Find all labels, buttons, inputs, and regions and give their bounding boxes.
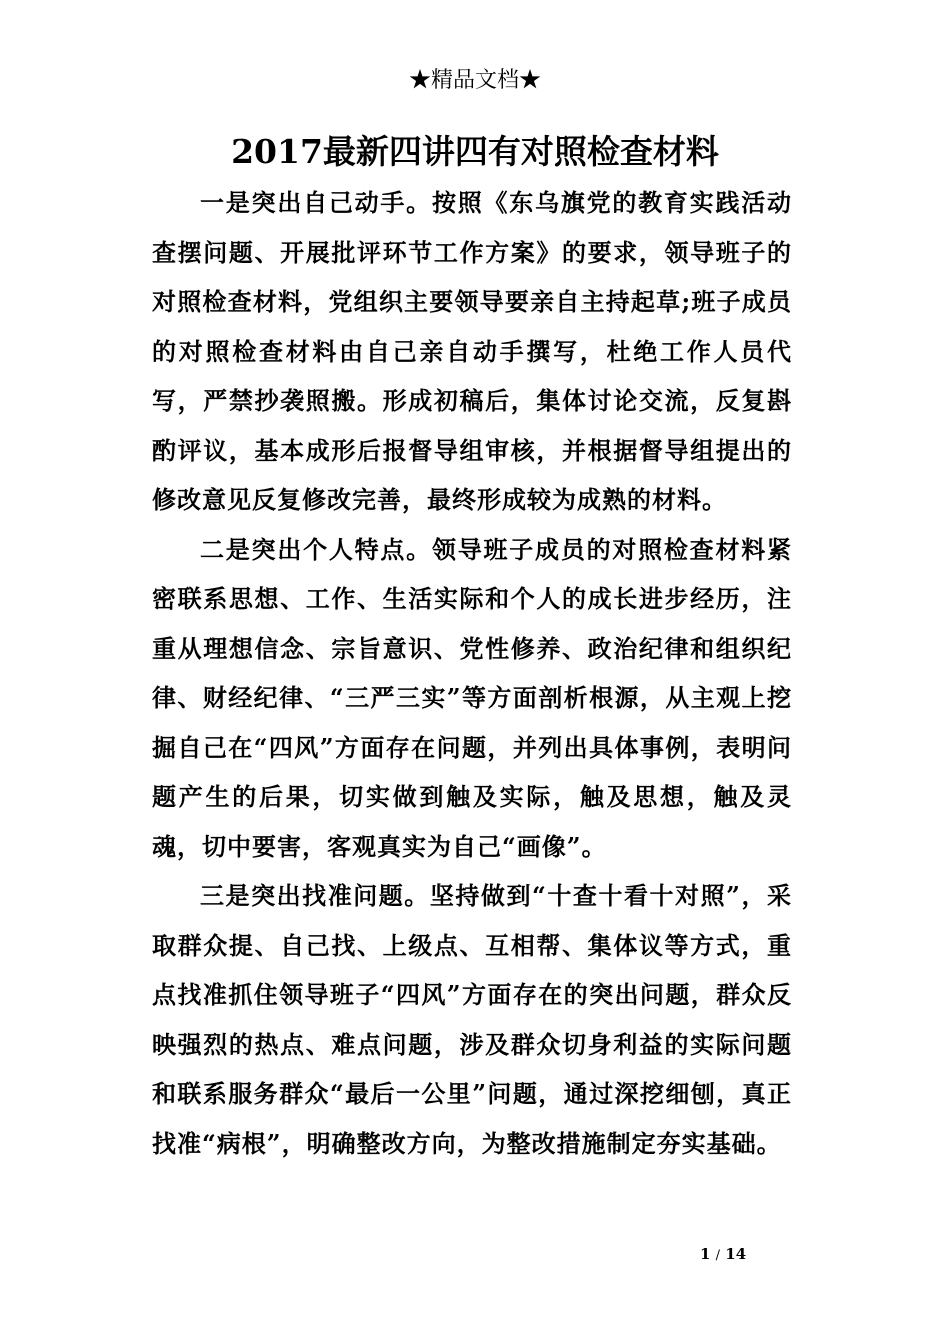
- page-total: 14: [725, 1245, 747, 1263]
- page-separator: /: [715, 1248, 721, 1263]
- page-number: [700, 1244, 820, 1266]
- page-current: 1: [700, 1245, 711, 1263]
- paragraph-1: 一是突出自己动手。按照《东乌旗党的教育实践活动查摆问题、开展批评环节工作方案》的要求，领导班子的对照检查材料，党组织主要领导要亲自主持起草;班子成员的对照检查材料由自己亲自动手撰写，杜绝工作人员代写，严禁抄袭照搬。形成初稿后，集体讨论交流，反复斟酌评议，基本成形后报督导组审核，并根据督导组提出的修改意见反复修改完善，最终形成较为成熟的材料。: [152, 188, 792, 514]
- page-header: ★精品文档★: [408, 68, 541, 93]
- document-body: [152, 178, 792, 1168]
- document-title: 2017最新四讲四有对照检查材料: [231, 132, 719, 171]
- paragraph-3: 三是突出找准问题。坚持做到“十查十看十对照”，采取群众提、自己找、上级点、互相帮、集体议等方式，重点找准抓住领导班子“四风”方面存在的突出问题，群众反映强烈的热点、难点问题，涉及群众切身利益的实际问题和联系服务群众“最后一公里”问题，通过深挖细刨，真正找准“病根”，明确整改方向，为整改措施制定夯实基础。: [152, 881, 792, 1158]
- paragraph-2: 二是突出个人特点。领导班子成员的对照检查材料紧密联系思想、工作、生活实际和个人的成长进步经历，注重从理想信念、宗旨意识、党性修养、政治纪律和组织纪律、财经纪律、“三严三实”等方面剖析根源，从主观上挖掘自己在“四风”方面存在问题，并列出具体事例，表明问题产生的后果，切实做到触及实际，触及思想，触及灵魂，切中要害，客观真实为自己“画像”。: [152, 534, 792, 861]
